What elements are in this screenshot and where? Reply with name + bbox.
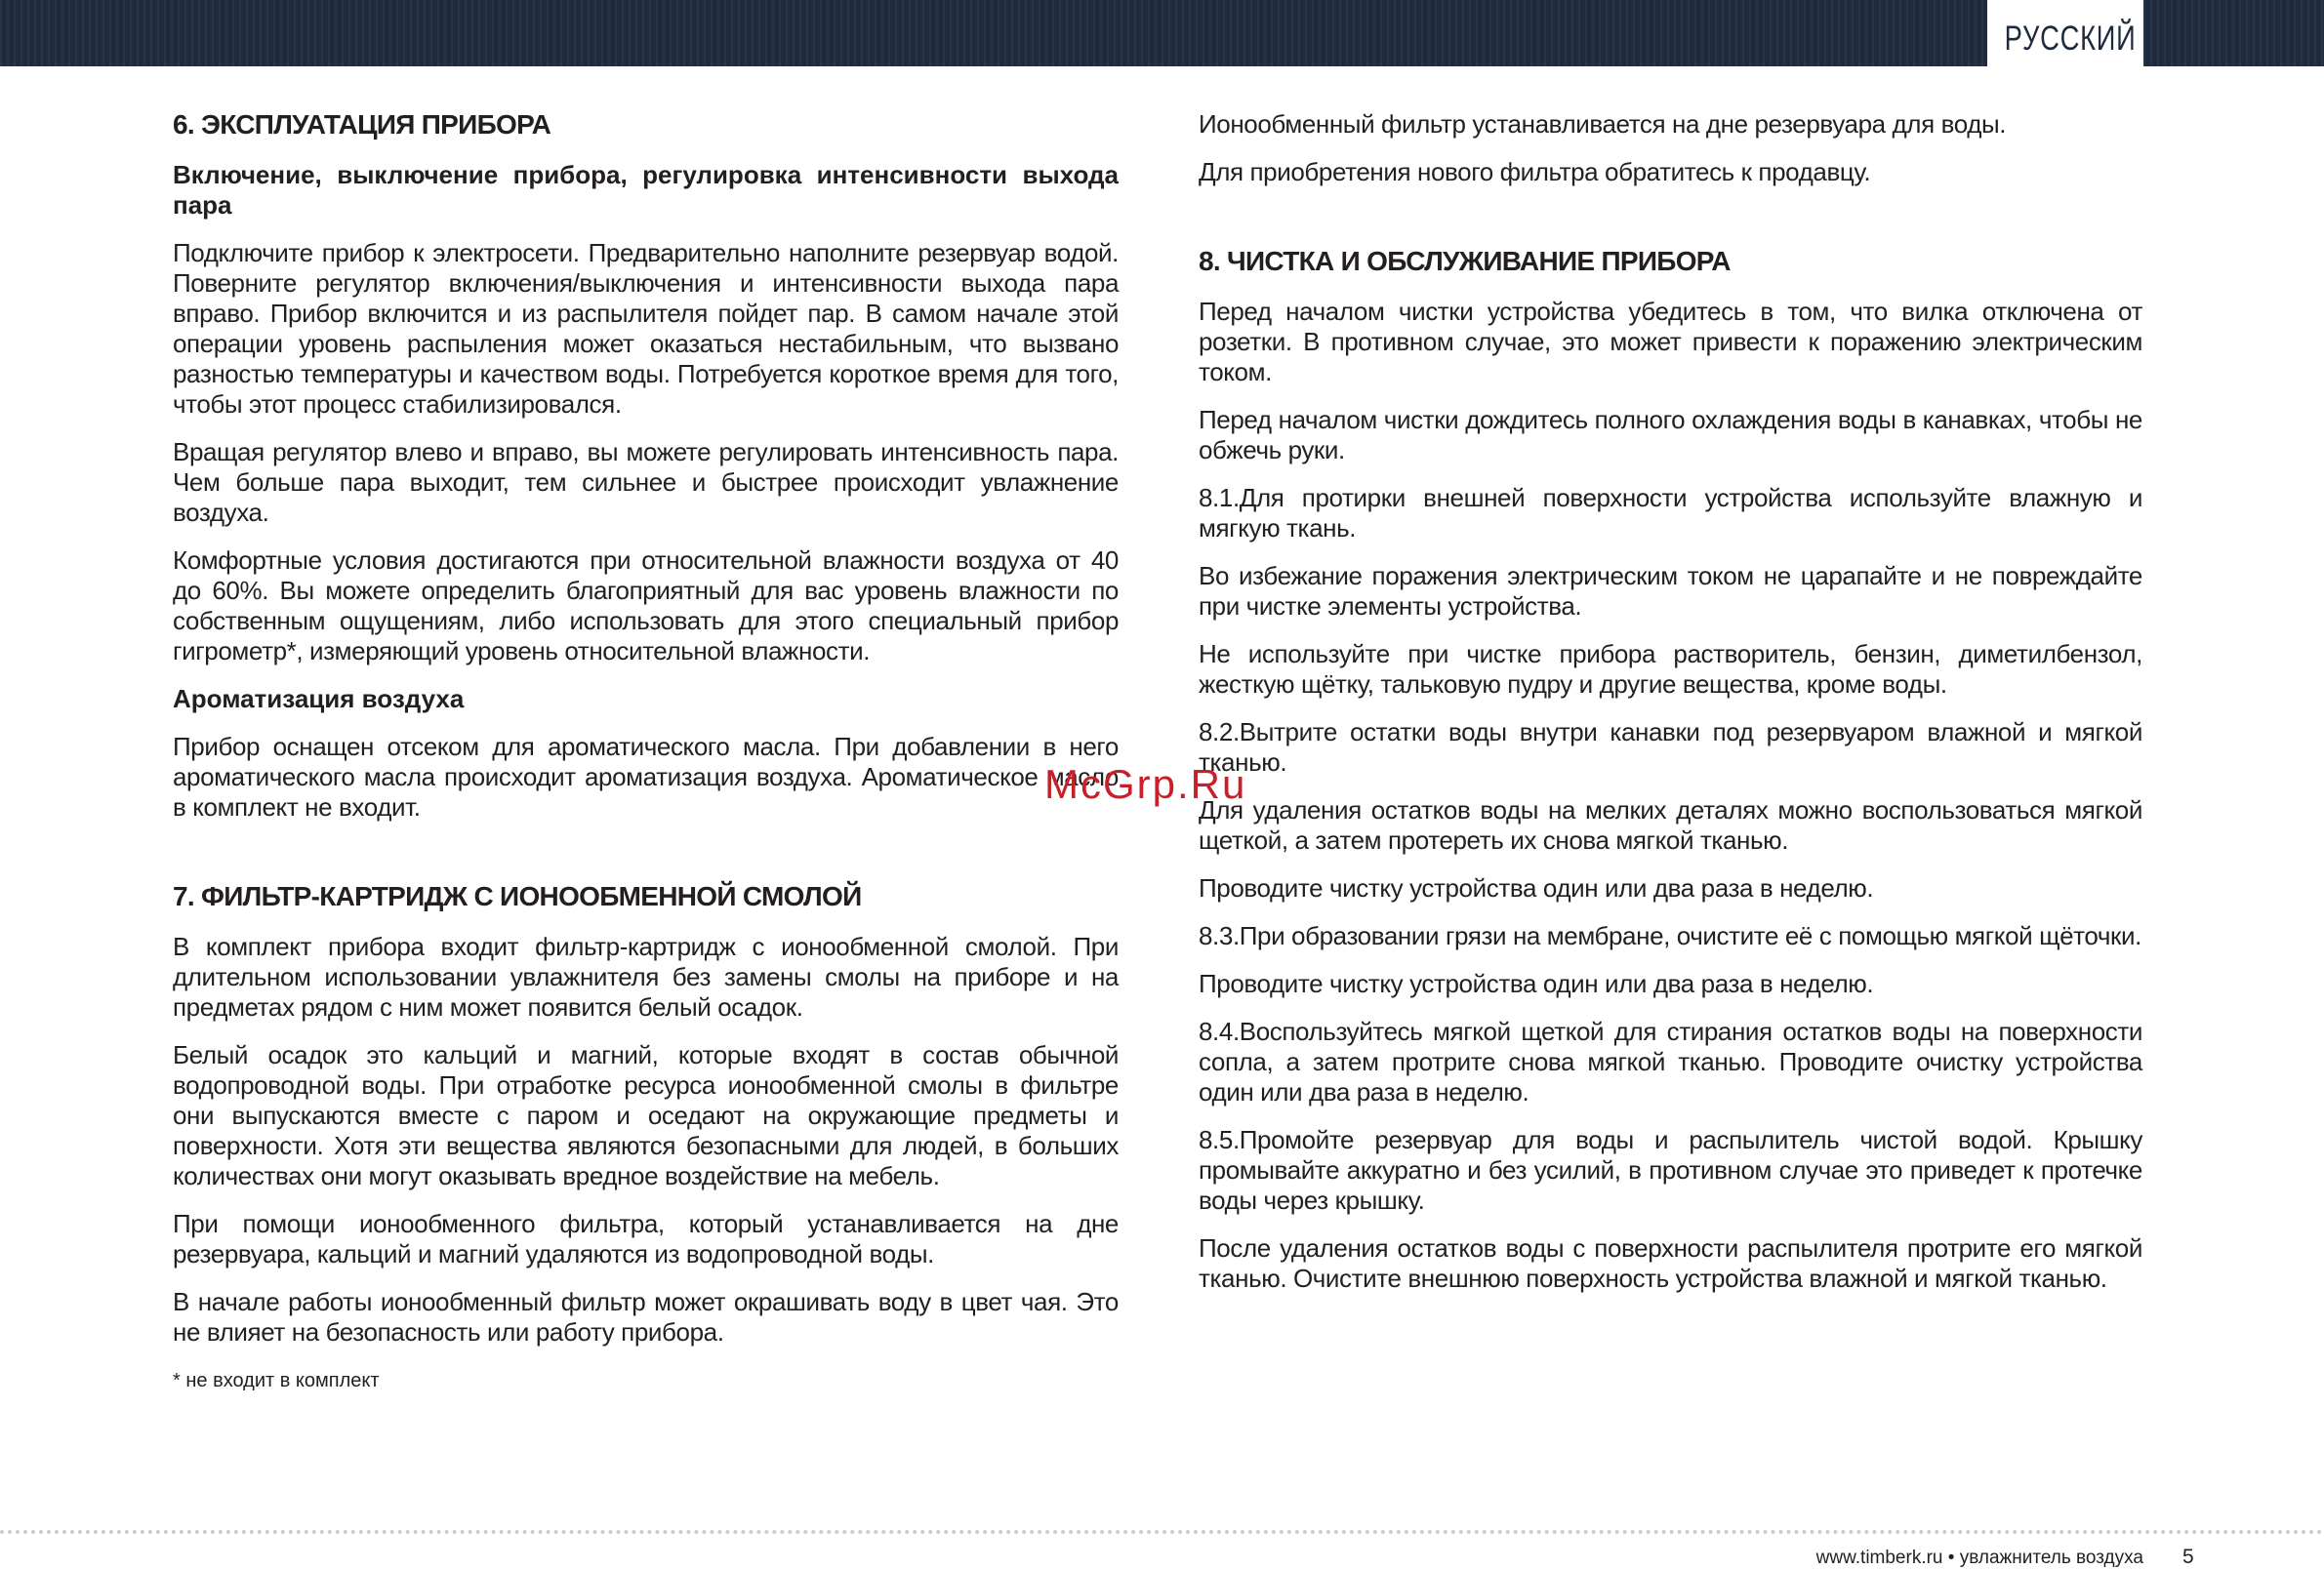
- filter-purchase-paragraph: Для приобретения нового фильтра обратитесь к продавцу.: [1199, 157, 1871, 186]
- section-8-paragraph: Перед началом чистки устройства убедитесь в том, что вилка отключена от розетки. В противном случае, это может привести к поражению электрическим током.: [1199, 297, 2142, 386]
- section-6-subhead: Включение, выключение прибора, регулировка интенсивности выхода пара: [173, 160, 1119, 220]
- section-8-paragraph: Проводите чистку устройства один или два раза в неделю.: [1199, 969, 1874, 998]
- footer-site-text: www.timberk.ru • увлажнитель воздуха: [1815, 1548, 2143, 1568]
- section-8-paragraph: После удаления остатков воды с поверхности распылителя протрите его мягкой тканью. Очистите внешнюю поверхность устройства влажной и мягкой тканью.: [1199, 1233, 2142, 1293]
- section-7-paragraph-3: При помощи ионообменного фильтра, который устанавливается на дне резервуара, кальций и магний удаляются из водопроводной воды.: [173, 1209, 1119, 1268]
- section-8-paragraph: 8.3.При образовании грязи на мембране, очистите её с помощью мягкой щёточки.: [1199, 921, 2141, 950]
- section-spacer: [1199, 205, 2142, 246]
- header-bar-right: [2143, 0, 2324, 66]
- language-label: РУССКИЙ: [2004, 20, 2137, 58]
- section-7-paragraph-2: Белый осадок это кальций и магний, которые входят в состав обычной водопроводной воды. При отработке ресурса ионообменной смолы в фильтре они выпускаются вместе с паром и оседают на окружающие предметы и поверхности. Хотя эти вещества являются безопасными для людей, в больших количествах они могут оказывать вредное воздействие на мебель.: [173, 1040, 1119, 1190]
- watermark: McGrp.Ru: [1044, 761, 1247, 807]
- section-6-title: 6. ЭКСПЛУАТАЦИЯ ПРИБОРА: [173, 109, 551, 140]
- filter-location-paragraph: Ионообменный фильтр устанавливается на дне резервуара для воды.: [1199, 109, 2007, 139]
- section-8-paragraph: 8.4.Воспользуйтесь мягкой щеткой для стирания остатков воды на поверхности сопла, а затем протрите снова мягкой тканью. Проводите очистку устройства один или два раза в неделю.: [1199, 1017, 2142, 1107]
- footnote: * не входит в комплект: [173, 1370, 380, 1391]
- section-8-title: 8. ЧИСТКА И ОБСЛУЖИВАНИЕ ПРИБОРА: [1199, 246, 1731, 276]
- section-8-paragraph: 8.2.Вытрите остатки воды внутри канавки под резервуаром влажной и мягкой тканью.: [1199, 717, 2142, 777]
- aroma-paragraph: Прибор оснащен отсеком для ароматического масла. При добавлении в него ароматического масла происходит ароматизация воздуха. Ароматическое масло в комплект не входит.: [173, 732, 1119, 822]
- aroma-subhead: Ароматизация воздуха: [173, 684, 465, 713]
- section-7-title: 7. ФИЛЬТР-КАРТРИДЖ С ИОНООБМЕННОЙ СМОЛОЙ: [173, 881, 862, 911]
- section-7-paragraph-4: В начале работы ионообменный фильтр может окрашивать воду в цвет чая. Это не влияет на безопасность или работу прибора.: [173, 1287, 1119, 1347]
- page-number: 5: [2182, 1546, 2194, 1568]
- section-spacer: [173, 840, 1119, 881]
- section-8-paragraph: Проводите чистку устройства один или два раза в неделю.: [1199, 873, 1874, 903]
- section-6-paragraph-3: Комфортные условия достигаются при относительной влажности воздуха от 40 до 60%. Вы можете определить благоприятный для вас уровень влажности по собственным ощущениям, либо использовать для этого специальный прибор гигрометр*, измеряющий уровень относительной влажности.: [173, 545, 1119, 665]
- header-bar-left: [0, 0, 1987, 66]
- section-8-paragraph: 8.1.Для протирки внешней поверхности устройства используйте влажную и мягкую ткань.: [1199, 483, 2142, 543]
- section-6-paragraph-2: Вращая регулятор влево и вправо, вы можете регулировать интенсивность пара. Чем больше пара выходит, тем сильнее и быстрее происходит увлажнение воздуха.: [173, 437, 1119, 527]
- section-8-paragraph: Перед началом чистки дождитесь полного охлаждения воды в канавках, чтобы не обжечь руки.: [1199, 405, 2142, 464]
- section-8-paragraph: Во избежание поражения электрическим током не царапайте и не повреждайте при чистке элементы устройства.: [1199, 561, 2142, 621]
- footer-divider: [0, 1530, 2324, 1534]
- section-8-paragraph: 8.5.Промойте резервуар для воды и распылитель чистой водой. Крышку промывайте аккуратно и без усилий, в противном случае это приведет к протечке воды через крышку.: [1199, 1125, 2142, 1215]
- section-7-paragraph-1: В комплект прибора входит фильтр-картридж с ионообменной смолой. При длительном использовании увлажнителя без замены смолы на приборе и на предметах рядом с ним может появится белый осадок.: [173, 932, 1119, 1022]
- section-8-paragraph: Не используйте при чистке прибора растворитель, бензин, диметилбензол, жесткую щётку, тальковую пудру и другие вещества, кроме воды.: [1199, 639, 2142, 699]
- section-8-paragraph: Для удаления остатков воды на мелких деталях можно воспользоваться мягкой щеткой, а затем протереть их снова мягкой тканью.: [1199, 795, 2142, 855]
- section-6-paragraph-1: Подключите прибор к электросети. Предварительно наполните резервуар водой. Поверните регулятор включения/выключения и интенсивности выхода пара вправо. Прибор включится и из распылителя пойдет пар. В самом начале этой операции уровень распыления может оказаться нестабильным, что вызвано разностью температуры и качеством воды. Потребуется короткое время для того, чтобы этот процесс стабилизировался.: [173, 238, 1119, 419]
- left-column: [173, 109, 1119, 1392]
- right-column: [1199, 109, 2142, 1311]
